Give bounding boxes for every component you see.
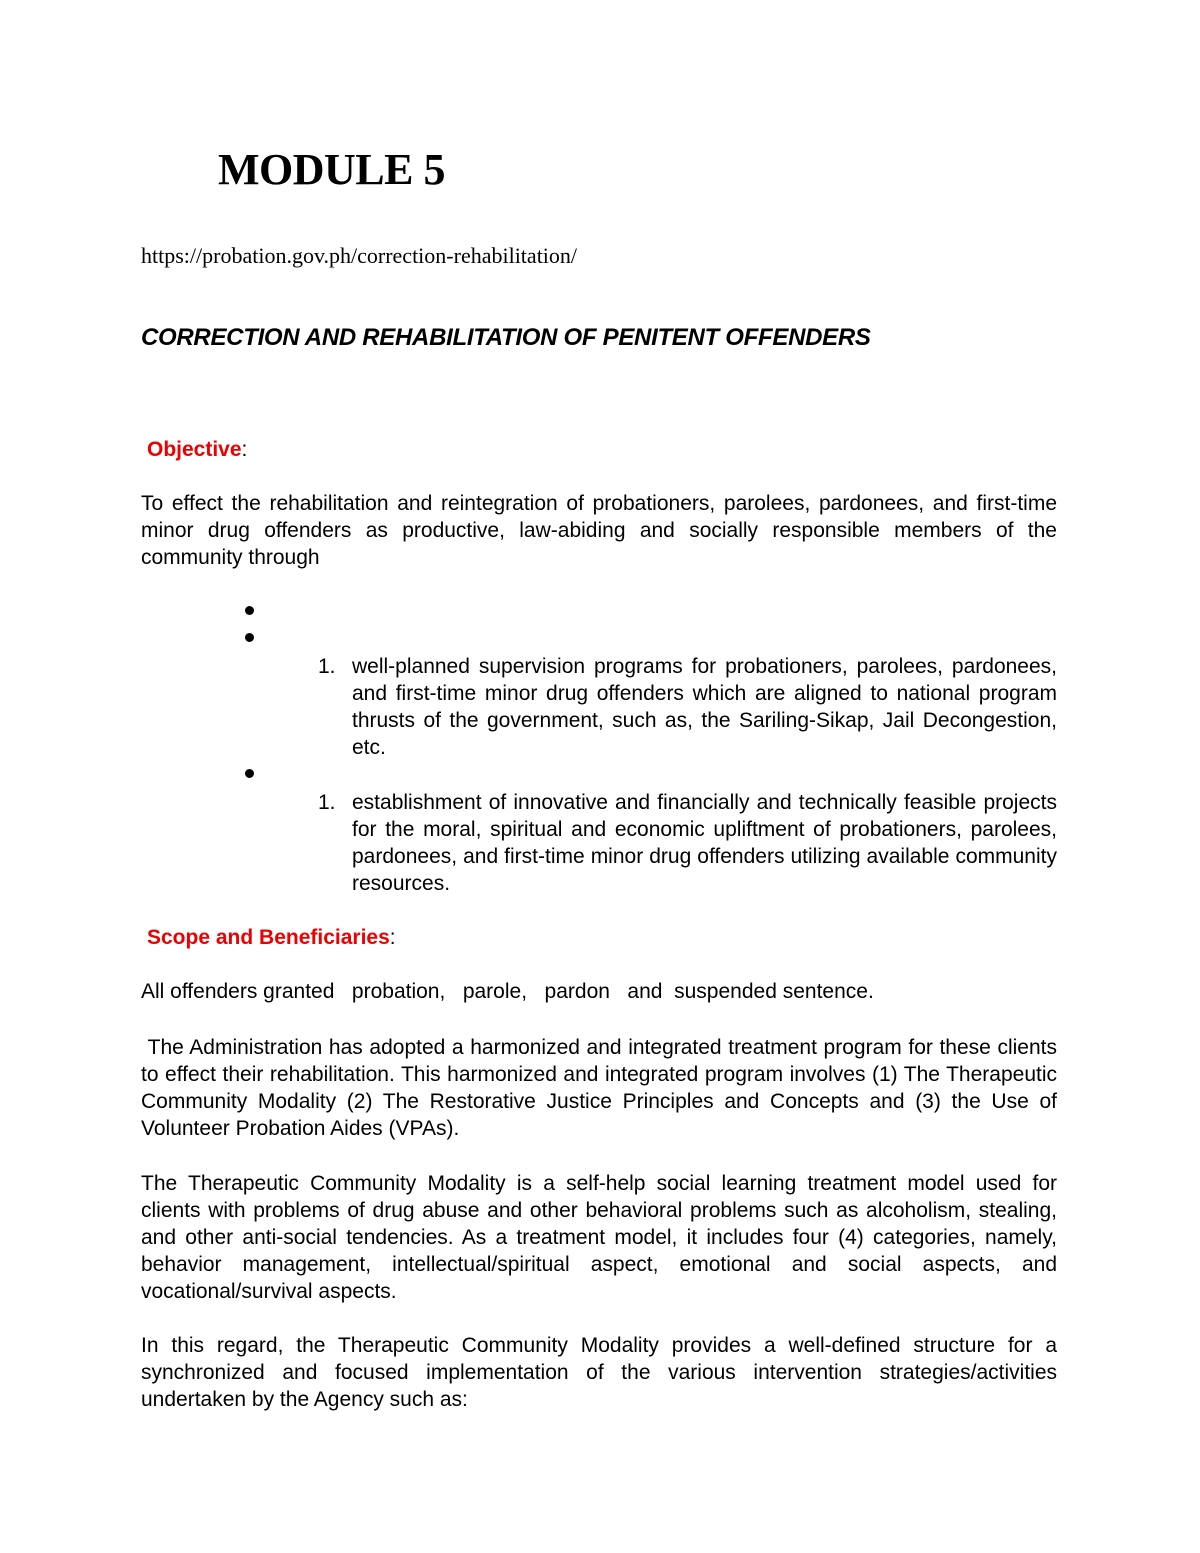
objective-colon: :: [241, 438, 248, 461]
objective-heading: [147, 436, 247, 463]
scope-label: Scope and Beneficiaries: [147, 926, 390, 949]
source-url: https://probation.gov.ph/correction-rehabilitation/: [141, 243, 578, 268]
list-number: 1.: [318, 655, 336, 678]
bullet-icon: [244, 632, 256, 644]
module-title: MODULE 5: [218, 145, 445, 194]
list-number: 1.: [318, 791, 336, 814]
paragraph-treatment-program: The Administration has adopted a harmonized and integrated treatment program for these clients to effect their rehabilitation. This harmonized and integrated program involves (1) The Therapeutic Community Modality (2) The Restorative Justice Principles and Concepts and (3) the Use of Volunteer Probation Aides (VPAs).: [141, 1036, 1063, 1140]
paragraph-structure: In this regard, the Therapeutic Community Modality provides a well-defined structure for a synchronized and focused implementation of the various intervention strategies/activities undertaken by the Agency such as:: [141, 1334, 1057, 1411]
scope-colon: :: [389, 926, 396, 949]
section-heading: CORRECTION AND REHABILITATION OF PENITENT OFFENDERS: [141, 324, 871, 351]
list-item-text: establishment of innovative and financially and technically feasible projects for the moral, spiritual and economic upliftment of probationers, parolees, pardonees, and first-time minor drug offenders utilizing available community resources.: [352, 791, 1057, 895]
objective-label: Objective: [147, 438, 242, 461]
bullet-icon: [244, 605, 256, 617]
scope-heading: [147, 924, 396, 951]
scope-text: All offenders granted probation, parole, pardon and suspended sentence.: [141, 980, 874, 1003]
paragraph-therapeutic-community: The Therapeutic Community Modality is a self-help social learning treatment model used for clients with problems of drug abuse and other behavioral problems such as alcoholism, stealing, and other anti-social tendencies. As a treatment model, it includes four (4) categories, namely, behavior management, intellectual/spiritual aspect, emotional and social aspects, and vocational/survival aspects.: [141, 1172, 1057, 1303]
list-item-text: well-planned supervision programs for probationers, parolees, pardonees, and first-time minor drug offenders which are aligned to national program thrusts of the government, such as, the Sariling-Sikap, Jail Decongestion, etc.: [352, 655, 1057, 759]
objective-text: To effect the rehabilitation and reintegration of probationers, parolees, pardonees, and first-time minor drug offenders as productive, law-abiding and socially responsible members of the community through: [141, 492, 1057, 569]
bullet-icon: [244, 768, 256, 780]
